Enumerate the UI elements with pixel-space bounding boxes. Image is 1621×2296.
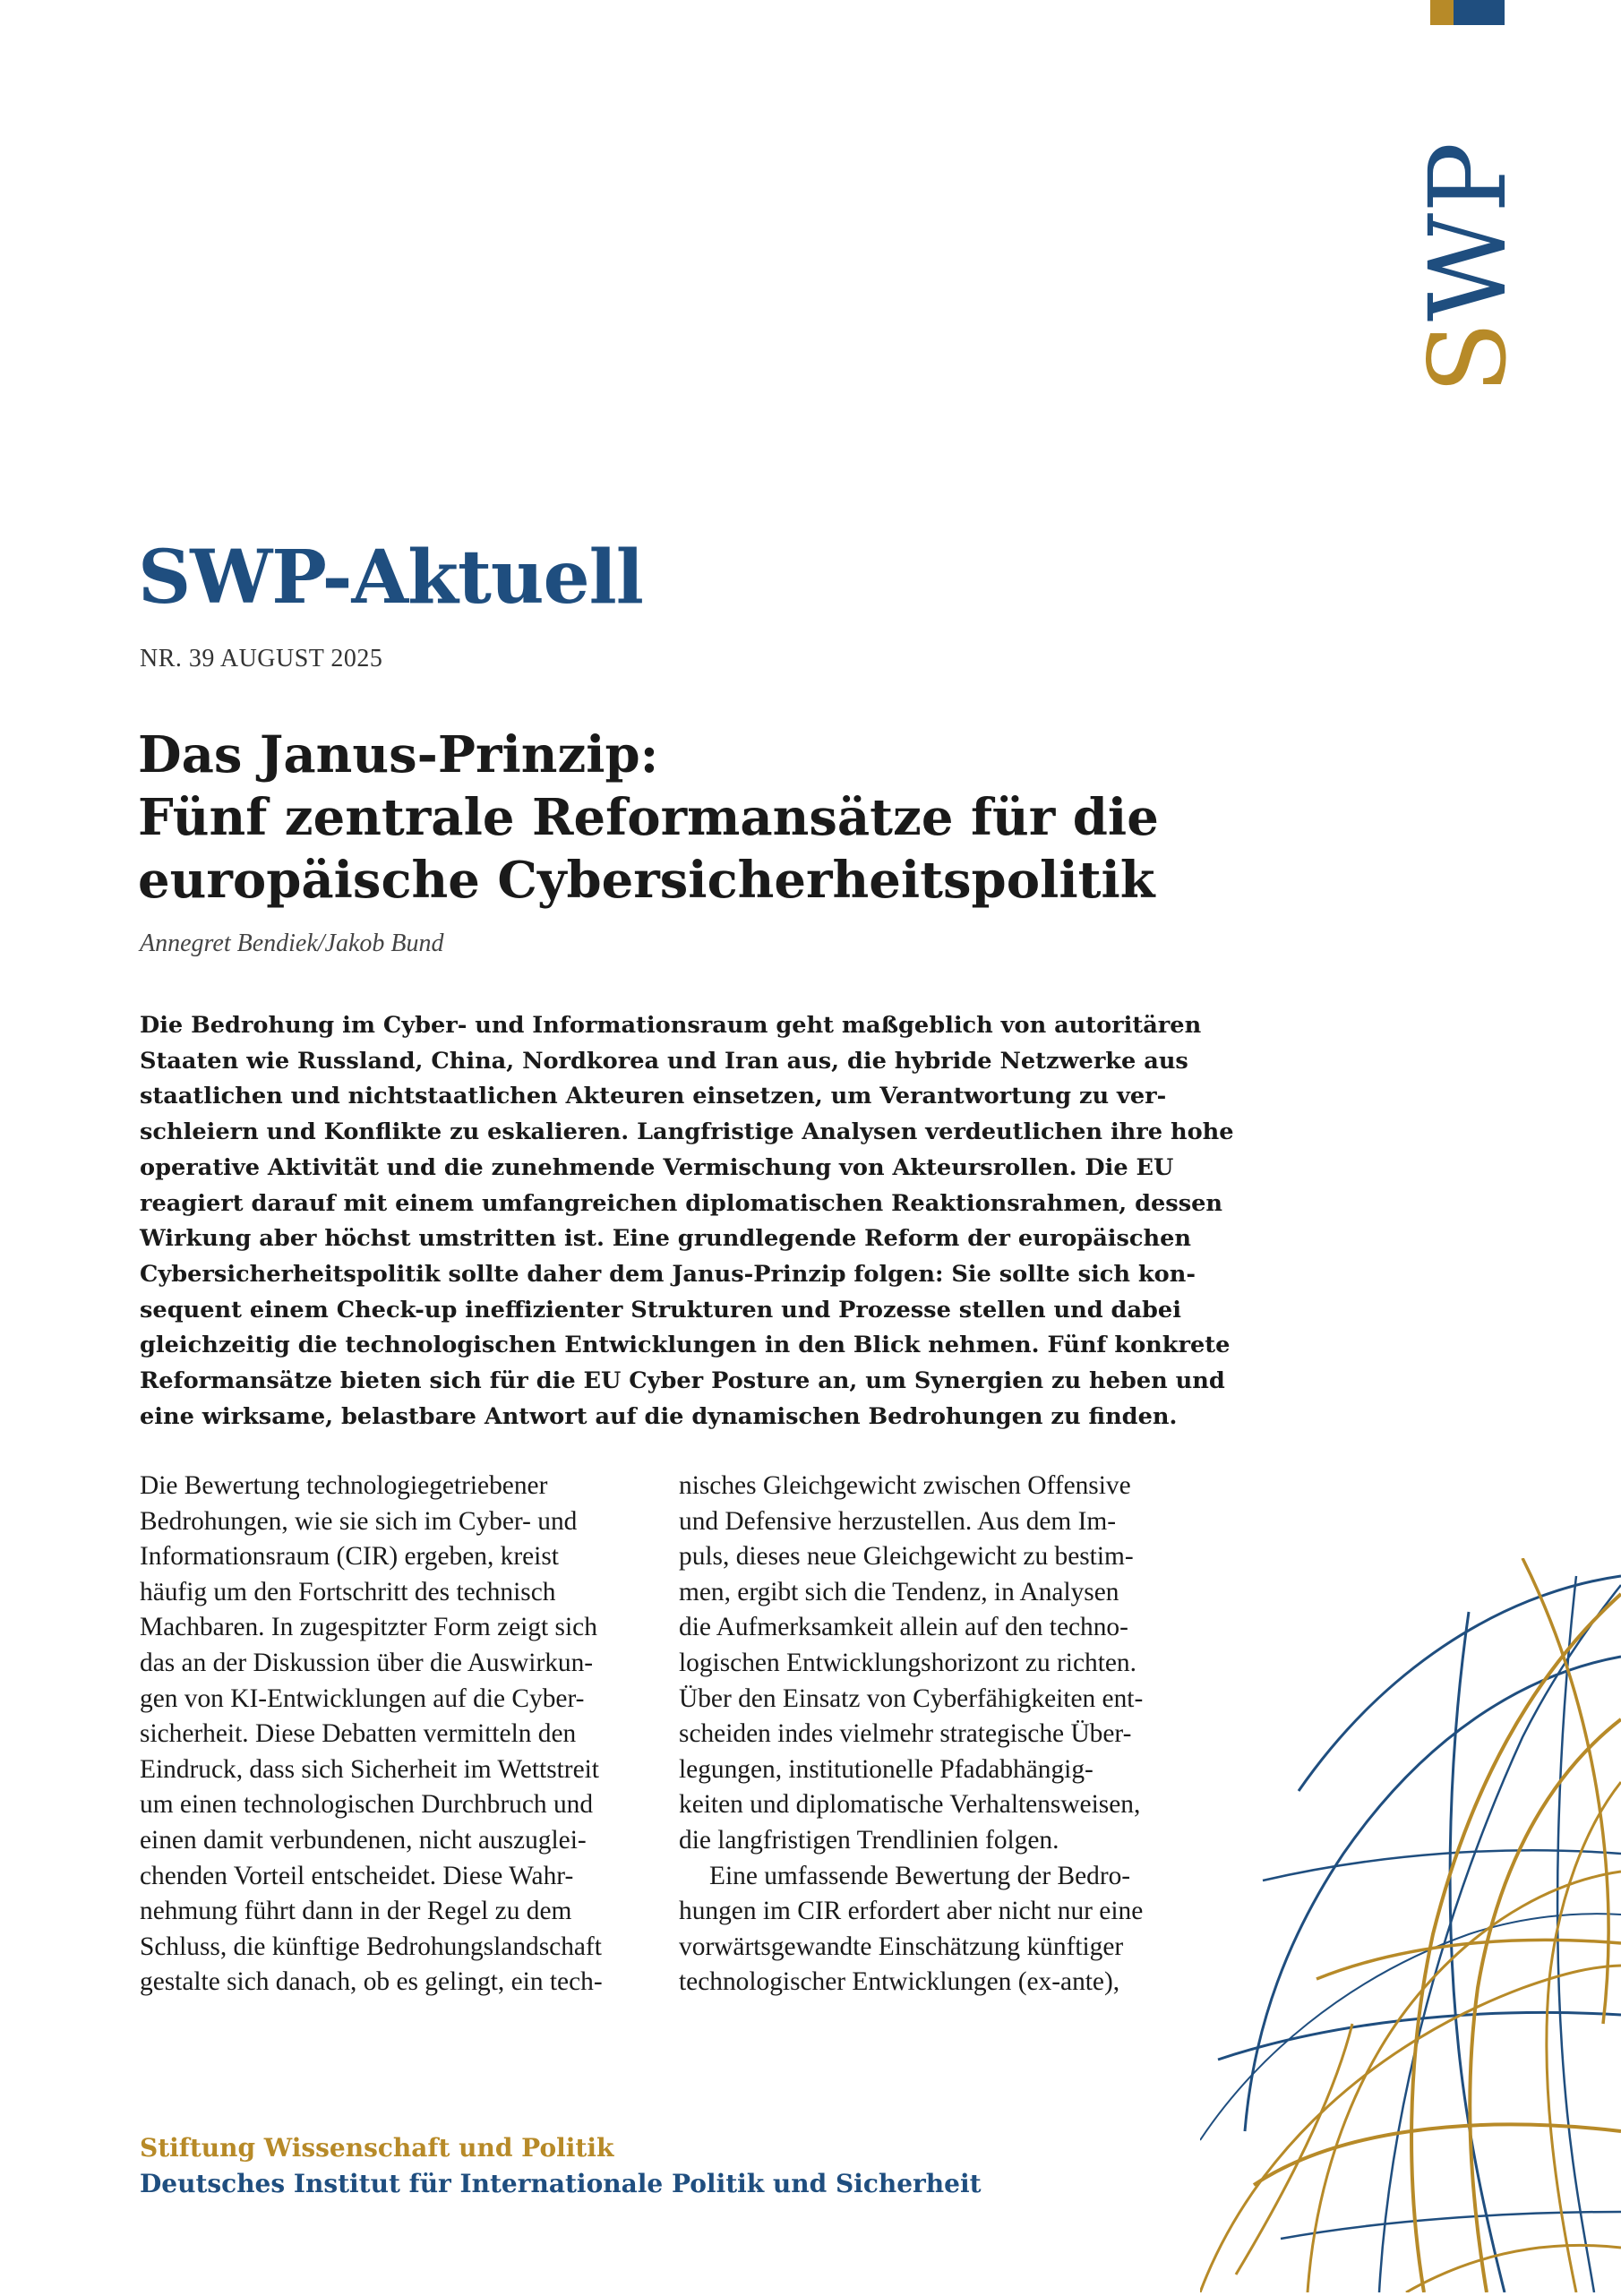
abstract-line: Wirkung aber höchst umstritten ist. Eine grundlegende Reform der europäischen [140, 1225, 1192, 1253]
footer-institute-subtitle: Deutsches Institut für Internationale Politik und Sicherheit [140, 2169, 982, 2198]
body-line: Bedrohungen, wie sie sich im Cyber- und [140, 1506, 578, 1536]
body-line: gen von KI-Entwicklungen auf die Cyber- [140, 1683, 585, 1713]
body-line: die langfristigen Trendlinien folgen. [679, 1825, 1059, 1855]
body-line: Eine umfassende Bewertung der Bedro- [709, 1861, 1131, 1890]
authors: Annegret Bendiek/Jakob Bund [140, 930, 444, 957]
corner-gold-block [1430, 0, 1454, 25]
globe-decoration [1200, 1558, 1621, 2292]
body-line: technologischer Entwicklungen (ex-ante), [679, 1967, 1120, 1997]
abstract-line: gleichzeitig die technologischen Entwicklungen in den Blick nehmen. Fünf konkrete [140, 1332, 1231, 1359]
series-title: SWP-Aktuell [138, 535, 643, 621]
body-line: Schluss, die künftige Bedrohungslandschaft [140, 1932, 602, 1961]
body-line: Machbaren. In zugespitzter Form zeigt sich [140, 1613, 597, 1642]
abstract [140, 1008, 1234, 1435]
body-line: men, ergibt sich die Tendenz, in Analysen [679, 1577, 1119, 1606]
body-line: die Aufmerksamkeit allein auf den techno- [679, 1613, 1128, 1642]
body-line: scheiden indes vielmehr strategische Über- [679, 1719, 1132, 1749]
body-line: Die Bewertung technologiegetriebener [140, 1471, 548, 1500]
body-line: Über den Einsatz von Cyberfähigkeiten ent- [679, 1683, 1144, 1713]
footer-institute-name: Stiftung Wissenschaft und Politik [140, 2133, 614, 2163]
abstract-line: Die Bedrohung im Cyber- und Informationsraum geht maßgeblich von autoritären [140, 1012, 1202, 1039]
body-column-right [679, 1469, 1198, 2000]
issue-number-date: NR. 39 AUGUST 2025 [140, 645, 383, 673]
body-line: legungen, institutionelle Pfadabhängig- [679, 1754, 1094, 1784]
abstract-line: schleiern und Konflikte zu eskalieren. Langfristige Analysen verdeutlichen ihre hohe [140, 1118, 1234, 1146]
abstract-line: Staaten wie Russland, China, Nordkorea und Iran aus, die hybride Netzwerke aus [140, 1047, 1188, 1075]
body-line: sicherheit. Diese Debatten vermitteln den [140, 1719, 577, 1749]
swp-logo [1404, 141, 1530, 401]
body-line: logischen Entwicklungshorizont zu richten. [679, 1648, 1136, 1677]
body-line: Eindruck, dass sich Sicherheit im Wettstreit [140, 1754, 599, 1784]
abstract-line: reagiert darauf mit einem umfangreichen diplomatischen Reaktionsrahmen, dessen [140, 1189, 1223, 1217]
body-line: hungen im CIR erfordert aber nicht nur eine [679, 1897, 1144, 1926]
globe-graphic [1200, 1558, 1621, 2292]
abstract-line: staatlichen und nichtstaatlichen Akteuren einsetzen, um Verantwortung zu ver- [140, 1083, 1167, 1110]
body-column-left [140, 1469, 659, 2000]
body-line: und Defensive herzustellen. Aus dem Im- [679, 1506, 1117, 1536]
abstract-line: eine wirksame, belastbare Antwort auf die dynamischen Bedrohungen zu finden. [140, 1402, 1178, 1430]
body-line: puls, dieses neue Gleichgewicht zu bestim- [679, 1542, 1134, 1572]
body-line: um einen technologischen Durchbruch und [140, 1790, 594, 1820]
body-line: das an der Diskussion über die Auswirkun- [140, 1648, 594, 1677]
swp-logo-graphic [1404, 141, 1530, 401]
body-line: chenden Vorteil entscheidet. Diese Wahr- [140, 1861, 574, 1890]
body-line: häufig um den Fortschritt des technisch [140, 1577, 556, 1606]
abstract-line: operative Aktivität und die zunehmende Vermischung von Akteursrollen. Die EU [140, 1153, 1174, 1181]
title-line: Das Janus-Prinzip: [138, 725, 659, 784]
body-line: Informationsraum (CIR) ergeben, kreist [140, 1542, 559, 1572]
body-line: keiten und diplomatische Verhaltensweisen, [679, 1790, 1141, 1820]
abstract-line: Reformansätze bieten sich für die EU Cyber Posture an, um Synergien zu heben und [140, 1367, 1225, 1395]
article-title [138, 724, 1195, 912]
body-line: nisches Gleichgewicht zwischen Offensive [679, 1471, 1131, 1500]
corner-blue-block [1454, 0, 1505, 25]
body-line: vorwärtsgewandte Einschätzung künftiger [679, 1932, 1124, 1961]
swp-logo-text: SWP [1406, 141, 1530, 394]
title-line: europäische Cybersicherheitspolitik [138, 851, 1155, 910]
body-line: nehmung führt dann in der Regel zu dem [140, 1897, 572, 1926]
body-line: gestalte sich danach, ob es gelingt, ein tech- [140, 1967, 603, 1997]
title-line: Fünf zentrale Reformansätze für die [138, 788, 1159, 847]
abstract-line: Cybersicherheitspolitik sollte daher dem Janus-Prinzip folgen: Sie sollte sich kon- [140, 1260, 1196, 1288]
body-line: einen damit verbundenen, nicht auszuglei- [140, 1825, 587, 1855]
corner-color-bar [1430, 0, 1505, 25]
abstract-line: sequent einem Check-up ineffizienter Strukturen und Prozesse stellen und dabei [140, 1296, 1181, 1324]
